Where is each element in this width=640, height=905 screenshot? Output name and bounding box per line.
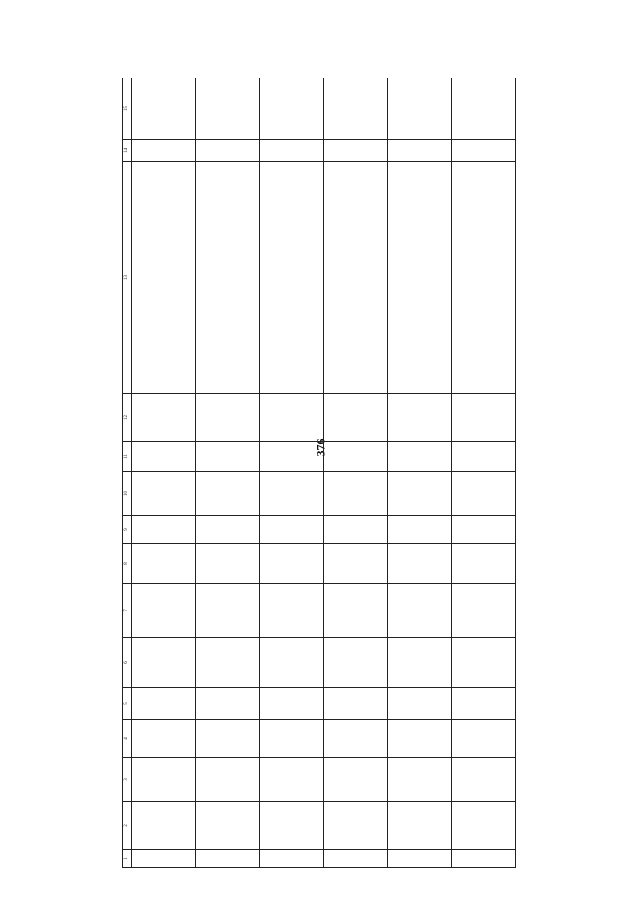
data-table — [122, 78, 516, 868]
column-number: 11 — [123, 442, 132, 472]
table-cell — [323, 758, 387, 802]
table-cell — [323, 720, 387, 758]
table-cell — [259, 472, 323, 516]
table-cell — [323, 584, 387, 638]
table-cell — [195, 758, 259, 802]
table-cell — [195, 544, 259, 584]
table-cell — [387, 78, 451, 140]
table-cell — [387, 720, 451, 758]
table-cell — [131, 758, 195, 802]
table-cell — [323, 442, 387, 472]
page-number: 376 — [313, 438, 328, 457]
column-number-row — [123, 78, 132, 868]
table-cell — [387, 688, 451, 720]
table-cell — [195, 162, 259, 394]
table-cell — [451, 442, 515, 472]
table-cell — [323, 140, 387, 162]
table-cell — [259, 688, 323, 720]
column-number: 12 — [123, 394, 132, 442]
table-cell — [195, 394, 259, 442]
table-cell — [451, 638, 515, 688]
table-cell — [323, 688, 387, 720]
table-cell — [451, 758, 515, 802]
table-cell — [131, 394, 195, 442]
table-cell — [259, 720, 323, 758]
column-number: 10 — [123, 472, 132, 516]
table-row — [323, 78, 387, 868]
table-cell — [195, 140, 259, 162]
table-cell — [323, 544, 387, 584]
table-cell — [323, 472, 387, 516]
table-cell — [195, 78, 259, 140]
table-cell — [131, 720, 195, 758]
column-number: 14 — [123, 140, 132, 162]
table-cell — [323, 516, 387, 544]
table-cell — [131, 140, 195, 162]
table-cell — [323, 162, 387, 394]
table-cell — [451, 140, 515, 162]
table-cell — [451, 78, 515, 140]
column-number: 3 — [123, 758, 132, 802]
table-cell — [323, 638, 387, 688]
table-cell — [195, 720, 259, 758]
table-cell — [387, 638, 451, 688]
table-cell — [451, 544, 515, 584]
table-cell — [387, 516, 451, 544]
table-cell — [259, 442, 323, 472]
column-number: 1 — [123, 850, 132, 868]
table-cell — [131, 78, 195, 140]
table-cell — [195, 584, 259, 638]
table-cell — [131, 544, 195, 584]
table-cell — [387, 802, 451, 850]
table-cell — [195, 638, 259, 688]
table-cell — [323, 850, 387, 868]
table-cell — [195, 516, 259, 544]
table-cell — [451, 802, 515, 850]
table-row — [195, 78, 259, 868]
table-cell — [387, 544, 451, 584]
table-cell — [131, 472, 195, 516]
table-cell — [387, 584, 451, 638]
table-cell — [451, 394, 515, 442]
column-number: 9 — [123, 516, 132, 544]
table-row — [131, 78, 195, 868]
column-number: 4 — [123, 720, 132, 758]
table-cell — [131, 442, 195, 472]
table-row — [451, 78, 515, 868]
column-number: 6 — [123, 638, 132, 688]
column-number: 7 — [123, 584, 132, 638]
table-cell — [259, 78, 323, 140]
table-cell — [195, 850, 259, 868]
table-cell — [451, 688, 515, 720]
column-number: 5 — [123, 688, 132, 720]
table-cell — [259, 140, 323, 162]
table-cell — [259, 516, 323, 544]
table-cell — [131, 516, 195, 544]
table-cell — [259, 584, 323, 638]
table-row — [259, 78, 323, 868]
table-cell — [323, 802, 387, 850]
table-cell — [131, 584, 195, 638]
table-cell — [131, 162, 195, 394]
column-number: 13 — [123, 162, 132, 394]
table-cell — [195, 442, 259, 472]
table-cell — [195, 472, 259, 516]
table-cell — [259, 162, 323, 394]
rotated-table-container — [122, 78, 528, 868]
table-cell — [451, 720, 515, 758]
table-cell — [131, 802, 195, 850]
table-cell — [387, 758, 451, 802]
table-cell — [451, 850, 515, 868]
table-cell — [451, 584, 515, 638]
table-row — [387, 78, 451, 868]
table-cell — [387, 442, 451, 472]
column-number: 2 — [123, 802, 132, 850]
table-cell — [387, 162, 451, 394]
table-body — [131, 78, 515, 868]
column-number: 15 — [123, 78, 132, 140]
table-cell — [323, 394, 387, 442]
table-cell — [195, 688, 259, 720]
table-cell — [131, 850, 195, 868]
table-cell — [387, 850, 451, 868]
table-cell — [259, 638, 323, 688]
table-cell — [451, 472, 515, 516]
table-cell — [131, 688, 195, 720]
table-cell — [195, 802, 259, 850]
table-cell — [259, 850, 323, 868]
table-cell — [259, 544, 323, 584]
table-cell — [259, 394, 323, 442]
table-cell — [451, 162, 515, 394]
column-number: 8 — [123, 544, 132, 584]
table-cell — [451, 516, 515, 544]
table-cell — [387, 140, 451, 162]
table-cell — [387, 394, 451, 442]
rotated-table-sheet — [122, 78, 528, 868]
table-cell — [131, 638, 195, 688]
table-cell — [259, 758, 323, 802]
table-cell — [387, 472, 451, 516]
table-cell — [259, 802, 323, 850]
table-cell — [323, 78, 387, 140]
